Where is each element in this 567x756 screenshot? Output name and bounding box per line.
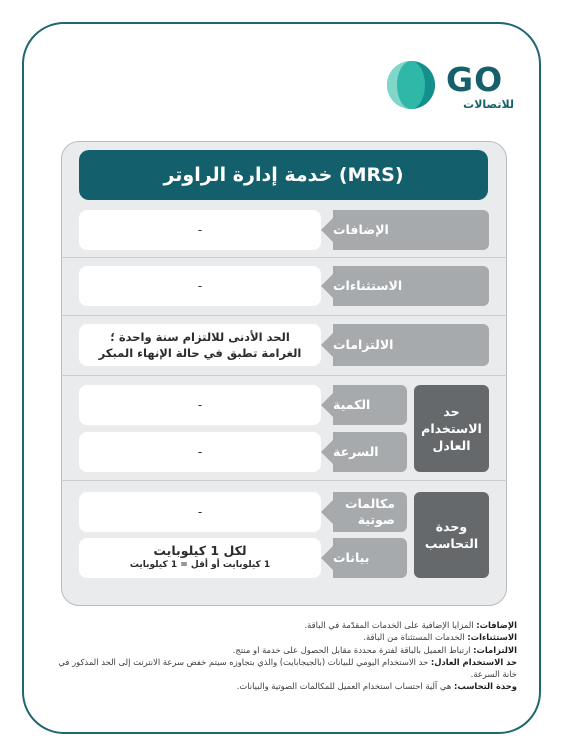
note-additions	[47, 619, 517, 631]
row-divider	[61, 375, 507, 376]
row-divider	[61, 315, 507, 316]
note-term: حد الاستخدام العادل:	[430, 656, 517, 667]
page-title: خدمة إدارة الراوتر (MRS)	[79, 150, 488, 200]
note-text: ارتباط العميل بالباقة لفترة محددة مقابل الحصول على خدمة او منتج.	[232, 644, 474, 655]
note-fair-use	[47, 656, 517, 681]
note-text: الخدمات المستثناة من الباقة.	[363, 632, 468, 643]
additions-value: -	[79, 210, 321, 250]
brand-name: GO	[446, 60, 504, 99]
speed-value: -	[79, 432, 321, 472]
note-text: المزايا الإضافية على الخدمات المقدّمة في الباقة.	[304, 620, 477, 630]
commitments-value	[79, 324, 321, 366]
speed-label: السرعة	[333, 432, 407, 472]
note-exceptions	[47, 631, 517, 643]
voice-calls-value: -	[79, 492, 321, 532]
data-value	[79, 538, 321, 578]
voice-calls-label: مكالمات صوتية	[333, 492, 407, 532]
go-logo	[386, 60, 516, 114]
go-logo-icon	[386, 60, 436, 110]
quantity-label: الكمية	[333, 385, 407, 425]
note-text: هي آلية احتساب استخدام العميل للمكالمات الصوتية والبيانات.	[236, 681, 454, 692]
data-value-main: لكل 1 كيلوبايت	[153, 543, 247, 558]
note-term: الاستثناءات:	[467, 632, 517, 643]
note-term: الإضافات:	[476, 620, 517, 630]
exceptions-label: الاستثناءات	[333, 266, 489, 306]
additions-label: الإضافات	[333, 210, 489, 250]
billing-unit-group-label: وحدة التحاسب	[414, 492, 489, 578]
brand-subtitle: للاتصالات	[463, 98, 514, 111]
row-divider	[61, 257, 507, 258]
data-value-sub: 1 كيلوبايت أو أقل = 1 كيلوبايت	[129, 560, 271, 570]
fair-use-group-label: حد الاستخدام العادل	[414, 385, 489, 472]
data-label: بيانات	[333, 538, 407, 578]
note-text: حد الاستخدام اليومي للبيانات (بالجيجابايت) والذي بتجاوزه سيتم خفض سرعة الانترنت إلى الحد المذكور في خانة السرعة.	[58, 656, 517, 680]
commitments-label: الالتزامات	[333, 324, 489, 366]
commitments-line-2: الغرامة تطبق في حالة الإنهاء المبكر	[98, 346, 302, 360]
exceptions-value: -	[79, 266, 321, 306]
note-term: الالتزامات:	[473, 644, 517, 655]
note-commitments	[47, 644, 517, 656]
row-divider	[61, 480, 507, 481]
definitions-notes	[47, 619, 517, 693]
quantity-value: -	[79, 385, 321, 425]
note-billing-unit	[47, 680, 517, 692]
note-term: وحدة التحاسب:	[453, 681, 517, 692]
commitments-line-1: الحد الأدنى للالتزام سنة واحدة ؛	[110, 330, 290, 344]
